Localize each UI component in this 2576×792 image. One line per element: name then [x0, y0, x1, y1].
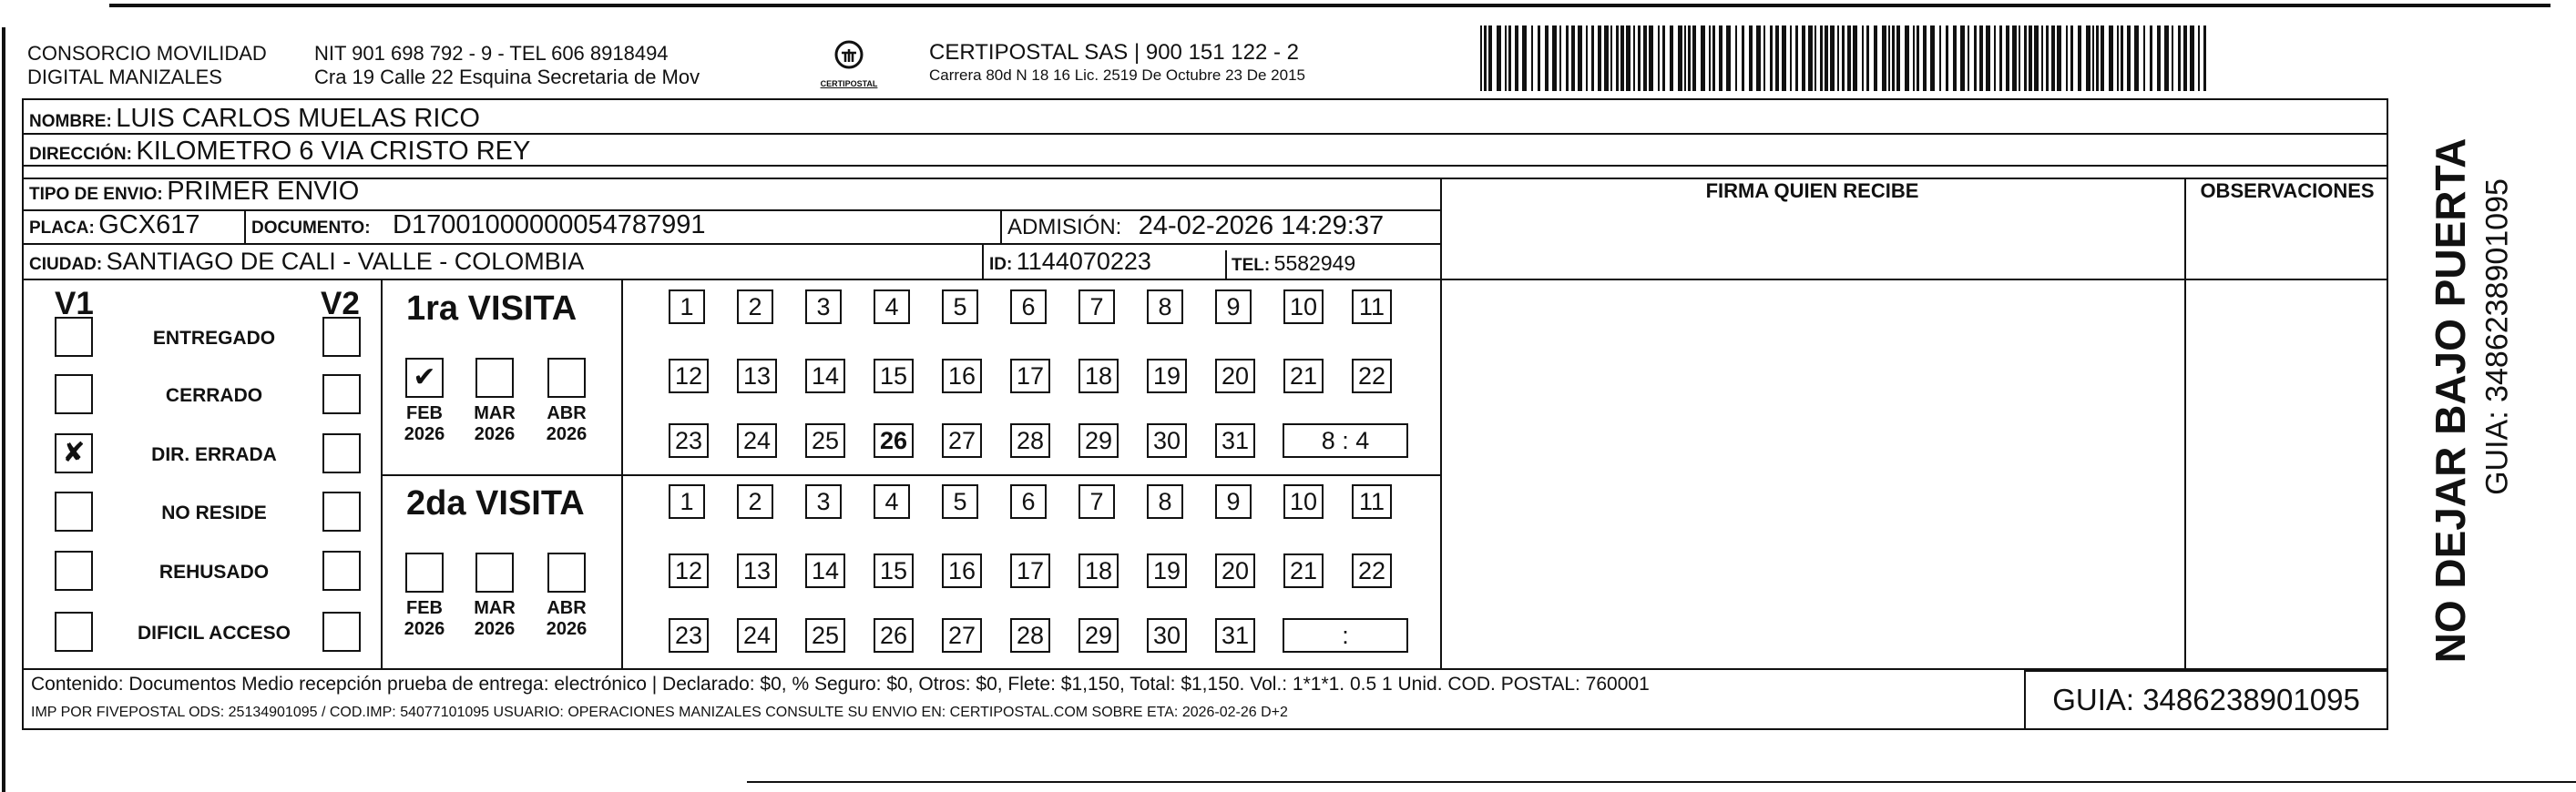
barcode-bar [1986, 25, 1990, 91]
day-box[interactable]: 9 [1215, 484, 1252, 519]
barcode-bar [1591, 25, 1594, 91]
barcode-bar [2198, 25, 2200, 91]
month-checkbox[interactable] [405, 553, 444, 593]
day-box[interactable]: 12 [669, 359, 709, 393]
id-label: ID: [989, 255, 1013, 274]
month-year: 2026 [474, 424, 516, 444]
side-guia: GUIA: 3486238901095 [2479, 178, 2515, 495]
barcode-bar [2086, 25, 2090, 91]
placa-value: GCX617 [98, 210, 200, 239]
barcode-bar [1905, 25, 1909, 91]
barcode-bar [2029, 25, 2032, 91]
barcode-bar [1994, 25, 1996, 91]
day-box[interactable]: 8 [1147, 289, 1183, 324]
day-box[interactable]: 7 [1078, 484, 1115, 519]
barcode-bar [1790, 25, 1792, 91]
barcode-bar [1837, 25, 1839, 91]
day-box[interactable]: 16 [942, 359, 982, 393]
day-box[interactable]: 2 [737, 484, 773, 519]
barcode-bar [1649, 25, 1653, 91]
barcode-bar [1712, 25, 1715, 91]
month-name: ABR [547, 403, 587, 423]
ciudad-value: SANTIAGO DE CALI - VALLE - COLOMBIA [106, 248, 585, 275]
day-box[interactable]: 8 [1147, 484, 1183, 519]
barcode-bar [1756, 25, 1761, 91]
barcode-bar [1782, 25, 1786, 91]
barcode-bar [1578, 25, 1582, 91]
barcode-bar [2066, 25, 2068, 91]
id-value: 1144070223 [1016, 248, 1151, 275]
day-box[interactable]: 14 [805, 359, 845, 393]
day-box[interactable]: 16 [942, 553, 982, 588]
courier-line: CERTIPOSTAL SAS | 900 151 122 - 2 [929, 40, 1299, 65]
day-box[interactable]: 11 [1352, 289, 1392, 324]
barcode-bar [1802, 25, 1805, 91]
barcode-bar [1946, 25, 1948, 91]
barcode-bar [1979, 25, 1983, 91]
barcode-bar [2183, 25, 2187, 91]
tel-label: TEL: [1232, 256, 1271, 275]
company-line2: DIGITAL MANIZALES [27, 66, 222, 88]
status-label: CERRADO [165, 385, 263, 406]
imp-text: IMP POR FIVEPOSTAL ODS: 25134901095 / COD.IMP: 54077101095 USUARIO: OPERACIONES MANIZALES CONSULTE SU ENVIO EN: CERTIPOSTAL.COM SOBRE ETA: 2026-02-26 D+2 [31, 705, 1288, 720]
tipo-row [29, 177, 359, 207]
v2-checkbox[interactable] [322, 374, 361, 414]
admision-value: 24-02-2026 14:29:37 [1138, 211, 1385, 240]
logo-icon [829, 38, 869, 75]
day-box[interactable]: 20 [1215, 359, 1255, 393]
barcode-bar [2012, 25, 2017, 91]
admision-label: ADMISIÓN: [1007, 215, 1122, 239]
barcode-bar [1571, 25, 1575, 91]
day-box[interactable]: 13 [737, 553, 777, 588]
barcode-bar [2150, 25, 2152, 91]
day-box[interactable]: 28 [1010, 618, 1050, 653]
time-box[interactable]: : [1283, 618, 1408, 653]
day-box[interactable]: 21 [1283, 359, 1324, 393]
status-label: DIR. ERRADA [151, 444, 277, 465]
bottom-edge-line [747, 781, 2576, 783]
observaciones-area[interactable] [2187, 211, 2387, 666]
day-box[interactable]: 2 [737, 289, 773, 324]
barcode-bar [1638, 25, 1641, 91]
barcode-bar [1862, 25, 1864, 91]
day-box[interactable]: 6 [1010, 484, 1047, 519]
barcode-bar [2057, 25, 2061, 91]
barcode-bar [1552, 25, 1557, 91]
second-visit-title: 2da VISITA [406, 484, 585, 523]
day-box[interactable]: 20 [1215, 553, 1255, 588]
barcode-bar [1684, 25, 1686, 91]
day-box[interactable]: 10 [1283, 289, 1324, 324]
documento-row [251, 210, 706, 240]
day-box[interactable]: 19 [1147, 553, 1187, 588]
month-year: 2026 [404, 619, 445, 639]
barcode-bar [2051, 25, 2055, 91]
barcode-bar [1882, 25, 1886, 91]
barcode-bar [2019, 25, 2020, 91]
barcode-bar [2070, 25, 2073, 91]
day-box[interactable]: 10 [1283, 484, 1324, 519]
day-box[interactable]: 31 [1215, 423, 1255, 458]
barcode-bar [1814, 25, 1816, 91]
day-box[interactable]: 17 [1010, 553, 1050, 588]
barcode [1480, 25, 2209, 91]
day-box[interactable]: 13 [737, 359, 777, 393]
barcode-bar [1726, 25, 1731, 91]
courier-info [929, 40, 1305, 86]
barcode-bar [1484, 25, 1487, 91]
barcode-bar [1566, 25, 1569, 91]
barcode-bar [1842, 25, 1845, 91]
barcode-bar [1688, 25, 1691, 91]
v1-checkbox[interactable]: ✘ [55, 433, 93, 473]
direccion-label: DIRECCIÓN: [29, 145, 132, 164]
day-box[interactable]: 25 [805, 423, 845, 458]
month-year: 2026 [474, 619, 516, 639]
documento-label: DOCUMENTO: [251, 218, 371, 238]
direccion-row [29, 137, 530, 167]
month-year: 2026 [546, 619, 588, 639]
placa-label: PLACA: [29, 218, 95, 238]
day-box[interactable]: 4 [874, 484, 910, 519]
barcode-bar [1586, 25, 1588, 91]
barcode-bar [2046, 25, 2049, 91]
certipostal-logo [813, 38, 885, 91]
month-label [544, 403, 589, 445]
month-checkbox[interactable] [475, 553, 514, 593]
barcode-bar [1913, 25, 1915, 91]
firma-header: FIRMA QUIEN RECIBE [1705, 179, 1919, 202]
barcode-bar [1505, 25, 1507, 91]
day-box[interactable]: 3 [805, 484, 842, 519]
barcode-bar [1692, 25, 1696, 91]
barcode-bar [1626, 25, 1630, 91]
placa-row [29, 210, 199, 240]
nombre-label: NOMBRE: [29, 112, 112, 131]
v2-checkbox[interactable] [322, 317, 361, 357]
v2-checkbox[interactable] [322, 612, 361, 652]
status-label: NO RESIDE [161, 503, 267, 523]
day-box[interactable]: 30 [1147, 618, 1187, 653]
month-name: MAR [474, 598, 516, 618]
barcode-bar [1508, 25, 1511, 91]
barcode-bar [1678, 25, 1682, 91]
barcode-bar [2096, 25, 2099, 91]
v1-checkbox[interactable] [55, 551, 93, 591]
id-row [989, 248, 1151, 276]
barcode-bar [2157, 25, 2161, 91]
barcode-bar [1825, 25, 1828, 91]
status-label: ENTREGADO [152, 328, 276, 349]
company-info [314, 42, 700, 89]
barcode-bar [1545, 25, 1549, 91]
barcode-bar [1939, 25, 1941, 91]
day-box[interactable]: 6 [1010, 289, 1047, 324]
day-box[interactable]: 15 [874, 359, 914, 393]
courier-address: Carrera 80d N 18 16 Lic. 2519 De Octubre 23 De 2015 [929, 66, 1305, 84]
v1-checkbox[interactable] [55, 317, 93, 357]
month-label [544, 598, 589, 640]
guia-box-text: GUIA: 3486238901095 [2052, 683, 2360, 716]
barcode-bar [1795, 25, 1798, 91]
day-box[interactable]: 12 [669, 553, 709, 588]
barcode-bar [1874, 25, 1877, 91]
ciudad-row [29, 248, 584, 276]
observaciones-header: OBSERVACIONES [2200, 179, 2375, 202]
barcode-bar [1531, 25, 1533, 91]
barcode-bar [1742, 25, 1744, 91]
day-box[interactable]: 17 [1010, 359, 1050, 393]
day-box[interactable]: 4 [874, 289, 910, 324]
footer-outer [22, 668, 2388, 730]
day-box[interactable]: 1 [669, 484, 705, 519]
barcode-bar [1888, 25, 1890, 91]
month-year: 2026 [546, 424, 588, 444]
barcode-bar [2092, 25, 2094, 91]
day-box[interactable]: 29 [1078, 423, 1119, 458]
barcode-bar [2143, 25, 2145, 91]
barcode-bar [1610, 25, 1612, 91]
month-label [402, 403, 447, 445]
barcode-bar [1820, 25, 1823, 91]
ciudad-label: CIUDAD: [29, 255, 103, 274]
barcode-bar [1620, 25, 1624, 91]
barcode-bar [1808, 25, 1813, 91]
side-warning: NO DEJAR BAJO PUERTA [2427, 137, 2474, 664]
month-checkbox[interactable]: ✔ [405, 358, 444, 398]
month-label [402, 598, 447, 640]
firma-area[interactable] [1443, 211, 2182, 666]
day-box[interactable]: 28 [1010, 423, 1050, 458]
barcode-bar [1709, 25, 1711, 91]
day-box[interactable]: 30 [1147, 423, 1187, 458]
barcode-bar [1480, 25, 1482, 91]
barcode-bar [1749, 25, 1753, 91]
nombre-row [29, 104, 480, 134]
month-checkbox[interactable] [475, 358, 514, 398]
day-box[interactable]: 23 [669, 618, 709, 653]
v2-checkbox[interactable] [322, 551, 361, 591]
barcode-bar [1923, 25, 1927, 91]
barcode-bar [1598, 25, 1601, 91]
barcode-bar [1999, 25, 2002, 91]
direccion-value: KILOMETRO 6 VIA CRISTO REY [136, 137, 531, 166]
month-name: ABR [547, 598, 587, 618]
barcode-bar [2172, 25, 2173, 91]
barcode-bar [1701, 25, 1705, 91]
barcode-bar [1853, 25, 1857, 91]
v1-label: V1 [55, 286, 94, 321]
barcode-bar [1670, 25, 1673, 91]
admision-row [1007, 211, 1384, 241]
month-year: 2026 [404, 424, 445, 444]
barcode-bar [1719, 25, 1722, 91]
barcode-bar [2024, 25, 2027, 91]
barcode-bar [1775, 25, 1779, 91]
day-box[interactable]: 5 [942, 289, 978, 324]
barcode-bar [1953, 25, 1957, 91]
barcode-bar [2034, 25, 2039, 91]
barcode-bar [1538, 25, 1540, 91]
barcode-bar [1917, 25, 1919, 91]
day-box[interactable]: 3 [805, 289, 842, 324]
tel-row [1232, 251, 1355, 276]
month-name: FEB [406, 403, 443, 423]
v2-label: V2 [321, 286, 360, 321]
day-box[interactable]: 18 [1078, 359, 1119, 393]
barcode-bar [2190, 25, 2194, 91]
day-box[interactable]: 22 [1352, 553, 1392, 588]
nit-line: NIT 901 698 792 - 9 - TEL 606 8918494 [314, 42, 669, 65]
day-box[interactable]: 22 [1352, 359, 1392, 393]
first-visit-title: 1ra VISITA [406, 289, 578, 328]
day-box[interactable]: 24 [737, 618, 777, 653]
day-box[interactable]: 14 [805, 553, 845, 588]
barcode-bar [2041, 25, 2043, 91]
day-box[interactable]: 26 [874, 423, 914, 458]
day-box[interactable]: 21 [1283, 553, 1324, 588]
barcode-bar [1515, 25, 1518, 91]
company-name [27, 42, 267, 89]
barcode-bar [1770, 25, 1773, 91]
day-box[interactable]: 26 [874, 618, 914, 653]
address-line: Cra 19 Calle 22 Esquina Secretaria de Mov [314, 66, 700, 88]
barcode-bar [1735, 25, 1737, 91]
day-box[interactable]: 1 [669, 289, 705, 324]
v1-checkbox[interactable] [55, 612, 93, 652]
documento-value: D17001000000054787991 [393, 210, 706, 239]
barcode-bar [2109, 25, 2113, 91]
month-name: MAR [474, 403, 516, 423]
barcode-bar [2178, 25, 2181, 91]
barcode-bar [2134, 25, 2139, 91]
barcode-bar [1559, 25, 1561, 91]
month-checkbox[interactable] [547, 553, 586, 593]
barcode-bar [2121, 25, 2123, 91]
nombre-value: LUIS CARLOS MUELAS RICO [116, 104, 480, 133]
left-edge-line [2, 27, 5, 792]
day-box[interactable]: 29 [1078, 618, 1119, 653]
tel-value: 5582949 [1273, 251, 1356, 275]
top-edge-line [109, 4, 2550, 7]
barcode-bar [1616, 25, 1619, 91]
logo-text: CERTIPOSTAL [820, 79, 878, 88]
day-box[interactable]: 5 [942, 484, 978, 519]
day-box[interactable]: 11 [1352, 484, 1392, 519]
barcode-bar [1968, 25, 1969, 91]
barcode-bar [1763, 25, 1765, 91]
day-box[interactable]: 24 [737, 423, 777, 458]
day-box[interactable]: 31 [1215, 618, 1255, 653]
v2-checkbox[interactable] [322, 433, 361, 473]
barcode-bar [1892, 25, 1895, 91]
company-line1: CONSORCIO MOVILIDAD [27, 42, 267, 65]
month-checkbox[interactable] [547, 358, 586, 398]
barcode-bar [2164, 25, 2169, 91]
day-box[interactable]: 7 [1078, 289, 1115, 324]
barcode-bar [1497, 25, 1501, 91]
month-label [472, 598, 517, 640]
barcode-bar [1896, 25, 1900, 91]
barcode-bar [1866, 25, 1869, 91]
barcode-bar [1960, 25, 1965, 91]
day-box[interactable]: 15 [874, 553, 914, 588]
v2-checkbox[interactable] [322, 492, 361, 532]
barcode-bar [1830, 25, 1835, 91]
day-box[interactable]: 19 [1147, 359, 1187, 393]
tipo-value: PRIMER ENVIO [167, 177, 360, 206]
time-box[interactable]: 8 : 4 [1283, 423, 1408, 458]
v1-checkbox[interactable] [55, 492, 93, 532]
day-box[interactable]: 18 [1078, 553, 1119, 588]
day-box[interactable]: 25 [805, 618, 845, 653]
barcode-bar [1930, 25, 1935, 91]
barcode-bar [2006, 25, 2009, 91]
v1-checkbox[interactable] [55, 374, 93, 414]
day-box[interactable]: 23 [669, 423, 709, 458]
month-name: FEB [406, 598, 443, 618]
barcode-bar [1847, 25, 1851, 91]
barcode-bar [1488, 25, 1492, 91]
barcode-bar [2078, 25, 2081, 91]
barcode-bar [2203, 25, 2206, 91]
barcode-bar [2117, 25, 2119, 91]
barcode-bar [1974, 25, 1977, 91]
barcode-bar [1662, 25, 1665, 91]
barcode-bar [1658, 25, 1660, 91]
tipo-label: TIPO DE ENVIO: [29, 185, 163, 204]
barcode-bar [1522, 25, 1527, 91]
status-label: REHUSADO [158, 562, 270, 583]
barcode-bar [2101, 25, 2104, 91]
barcode-bar [1633, 25, 1635, 91]
barcode-bar [2127, 25, 2131, 91]
day-box[interactable]: 9 [1215, 289, 1252, 324]
contenido-text: Contenido: Documentos Medio recepción prueba de entrega: electrónico | Declarado: $0, % Seguro: $0, Otros: $0, Flete: $1,150, Total: $1,150. Vol.: 1*1*1. 0.5 1 Unid. COD. POSTAL: 760001 [31, 674, 1650, 695]
status-label: DIFICIL ACCESO [137, 623, 291, 644]
day-box[interactable]: 27 [942, 423, 982, 458]
barcode-bar [1604, 25, 1609, 91]
day-box[interactable]: 27 [942, 618, 982, 653]
barcode-bar [1643, 25, 1647, 91]
month-label [472, 403, 517, 445]
